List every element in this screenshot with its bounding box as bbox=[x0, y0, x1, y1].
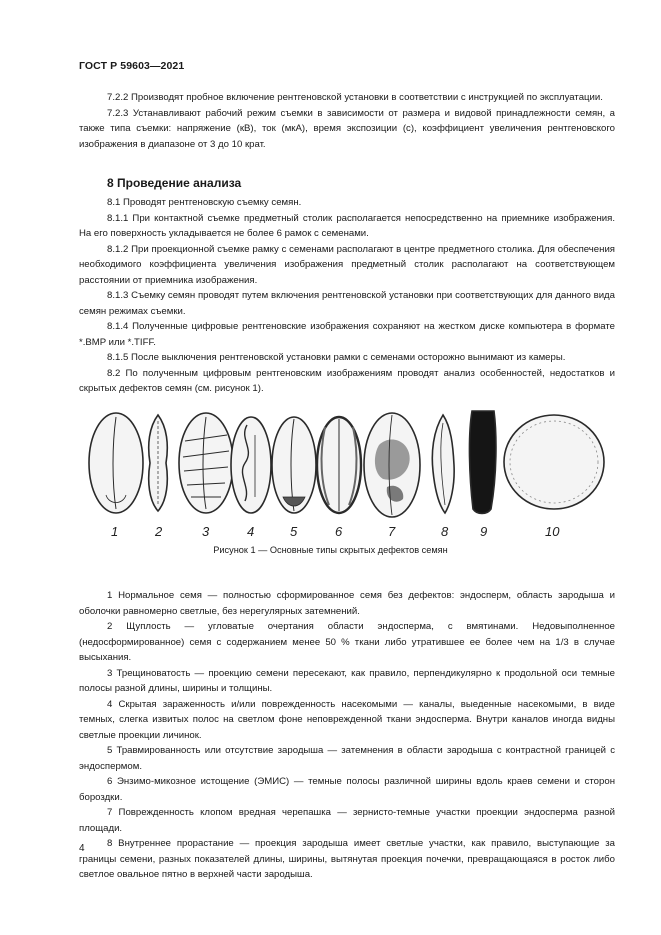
section-paragraphs bbox=[79, 195, 615, 397]
defect-6: 6 Энзимо-микозное истощение (ЭМИС) — темные полосы различной ширины вдоль краев семени и сторон бороздки. bbox=[79, 776, 615, 803]
intro-paragraphs bbox=[79, 90, 615, 152]
defect-7: 7 Поврежденность клопом вредная черепашка — зернисто-темные участки проекции эндосперма разной площади. bbox=[79, 807, 615, 834]
seed-label-6: 6 bbox=[335, 524, 343, 539]
paragraph-8-1-4: 8.1.4 Полученные цифровые рентгеновские изображения сохраняют на жестком диске компьютера в формате *.BMP или *.TIFF. bbox=[79, 321, 615, 348]
paragraph-8-1-3: 8.1.3 Съемку семян проводят путем включения рентгеновской установки при соответствующих для данного вида семян режимах съемки. bbox=[79, 290, 615, 317]
defect-descriptions bbox=[79, 588, 615, 883]
paragraph-7-2-3: 7.2.3 Устанавливают рабочий режим съемки в зависимости от размера и видовой принадлежности семян, а также типа съемки: напряжение (кВ), ток (мкА), время экспозиции (с), коэффициент увеличения рентгеновского изображения в диапазоне от 3 до 10 крат. bbox=[79, 107, 615, 150]
seed-figure bbox=[79, 405, 619, 545]
seed-embryo-damaged bbox=[272, 417, 316, 513]
seed-bug-damaged bbox=[364, 413, 420, 517]
seed-label-2: 2 bbox=[155, 524, 163, 539]
seed-round bbox=[504, 415, 604, 509]
seed-emis bbox=[317, 417, 361, 513]
seed-dark bbox=[469, 411, 496, 514]
figure-caption: Рисунок 1 — Основные типы скрытых дефектов семян bbox=[213, 545, 448, 555]
page-number: 4 bbox=[79, 843, 85, 854]
seed-insect-damaged bbox=[231, 417, 271, 513]
seed-xray-illustration bbox=[79, 405, 619, 545]
defect-1: 1 Нормальное семя — полностью сформированное семя без дефектов: эндосперм, область зародыша и оболочки равномерно светлые, без нерегулярных затемнений. bbox=[79, 590, 615, 617]
seed-label-4: 4 bbox=[247, 524, 255, 539]
seed-normal bbox=[89, 413, 143, 513]
defect-4: 4 Скрытая зараженность и/или поврежденность насекомыми — каналы, выеденные насекомыми, в виде темных, слегка извитых полос на светлом фоне неповрежденной ткани эндосперма. Внутри каналов иногда видны светлые проекции личинок. bbox=[79, 698, 615, 741]
paragraph-8-1-1: 8.1.1 При контактной съемке предметный столик располагается непосредственно на приемнике изображения. На его поверхность укладывается не более 6 рамок с семенами. bbox=[79, 212, 615, 239]
seed-label-7: 7 bbox=[388, 524, 396, 539]
paragraph-8-1-5: 8.1.5 После выключения рентгеновской установки рамки с семенами осторожно вынимают из камеры. bbox=[107, 352, 566, 363]
seed-sprouting bbox=[432, 415, 454, 513]
standard-header: ГОСТ Р 59603—2021 bbox=[79, 60, 185, 72]
paragraph-8-1-2: 8.1.2 При проекционной съемке рамку с семенами располагают в центре предметного столика. Для обеспечения необходимого коэффициента увеличения изображения предметный столик располагают на соответствующем расстоянии от приемника изображения. bbox=[79, 243, 615, 286]
seed-label-9: 9 bbox=[480, 524, 488, 539]
paragraph-7-2-2: 7.2.2 Производят пробное включение рентгеновской установки в соответствии с инструкцией по эксплуатации. bbox=[107, 92, 603, 103]
defect-2: 2 Щуплость — угловатые очертания области эндосперма, с вмятинами. Недовыполненное (недосформированное) семя с содержанием менее 50 % ткани либо утратившее ее более чем на 1/3 в случае высыхания. bbox=[79, 621, 615, 663]
paragraph-8-1: 8.1 Проводят рентгеновскую съемку семян. bbox=[107, 197, 302, 208]
section-title: 8 Проведение анализа bbox=[107, 176, 242, 190]
seed-label-1: 1 bbox=[111, 524, 119, 539]
paragraph-8-2: 8.2 По полученным цифровым рентгеновским изображениям проводят анализ особенностей, недостатков и скрытых дефектов семян (см. рисунок 1). bbox=[79, 367, 615, 394]
seed-label-5: 5 bbox=[290, 524, 298, 539]
defect-3: 3 Трещиноватость — проекцию семени пересекают, как правило, перпендикулярно к продольной оси темные полосы разной длины, ширины и толщины. bbox=[79, 667, 615, 694]
seed-cracked bbox=[179, 413, 233, 513]
seed-label-3: 3 bbox=[202, 524, 210, 539]
defect-5: 5 Травмированность или отсутствие зародыша — затемнения в области зародыша с контрастной границей с эндоспермом. bbox=[79, 745, 615, 772]
defect-8: 8 Внутреннее прорастание — проекция зародыша имеет светлые участки, как правило, выступающие за границы семени, разных показателей длины, ширины, вытянутая проекция почечки, превращающаяся в росток либо светлое овальное пятно в верхней части зародыша. bbox=[79, 838, 615, 880]
seed-shriveled bbox=[149, 415, 168, 511]
seed-label-8: 8 bbox=[441, 524, 449, 539]
seed-label-10: 10 bbox=[545, 524, 560, 539]
